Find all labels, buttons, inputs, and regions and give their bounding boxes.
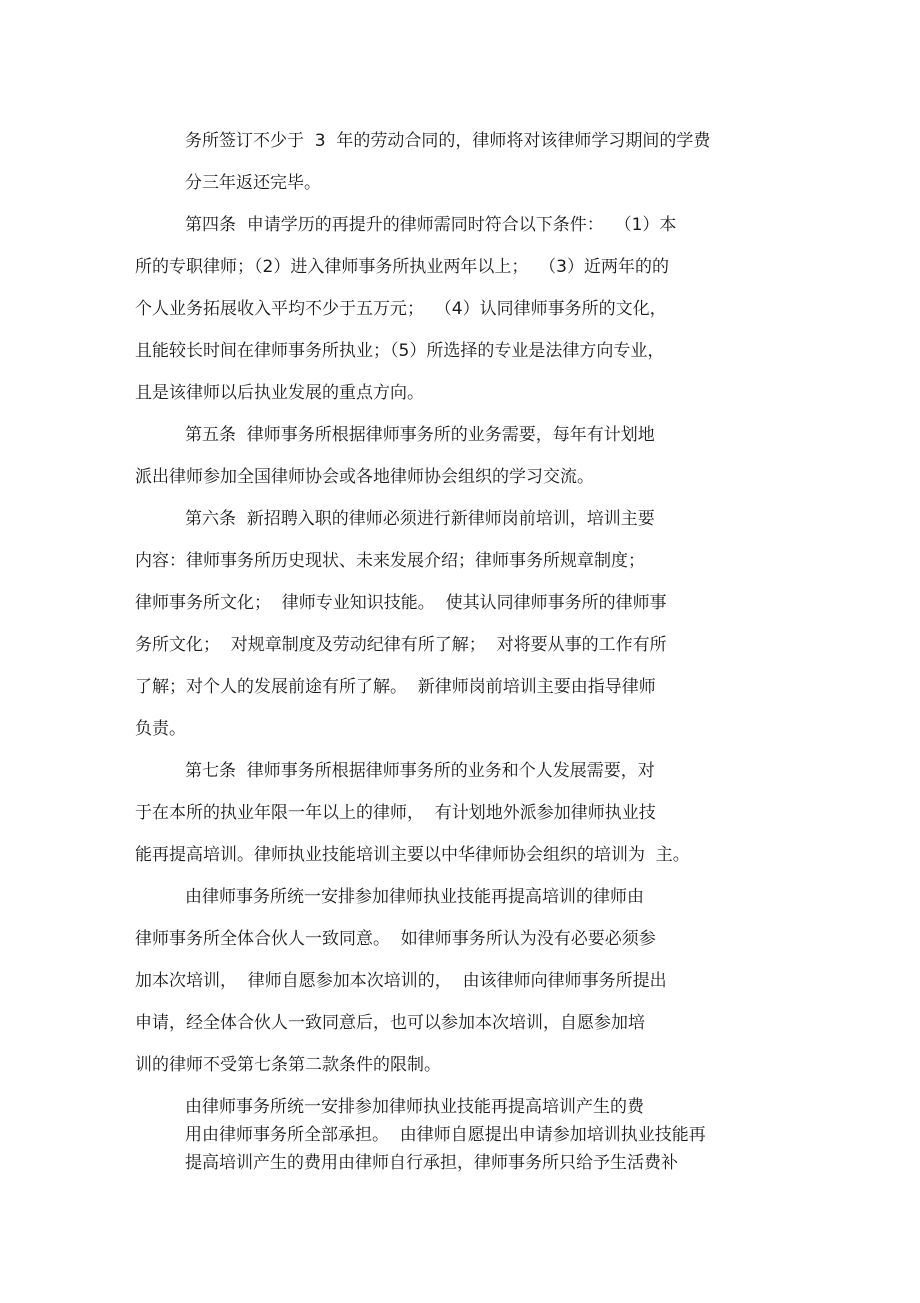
text-line: 个人业务拓展收入平均不少于五万元； （4）认同律师事务所的文化， bbox=[135, 299, 667, 319]
text-line: 派出律师参加全国律师协会或各地律师协会组织的学习交流。 bbox=[135, 467, 594, 487]
text-line: 第五条 律师事务所根据律师事务所的业务需要，每年有计划地 bbox=[185, 425, 655, 445]
text-line: 务所签订不少于 3 年的劳动合同的，律师将对该律师学习期间的学费 bbox=[185, 131, 711, 151]
text-line: 第六条 新招聘入职的律师必须进行新律师岗前培训，培训主要 bbox=[185, 509, 655, 529]
text-line: 分三年返还完毕。 bbox=[185, 173, 321, 193]
text-line: 提高培训产生的费用由律师自行承担，律师事务所只给予生活费补 bbox=[185, 1153, 678, 1173]
text-line: 且能较长时间在律师事务所执业；（5）所选择的专业是法律方向专业， bbox=[135, 341, 665, 361]
text-line: 于在本所的执业年限一年以上的律师， 有计划地外派参加律师执业技 bbox=[135, 803, 656, 823]
text-line: 所的专职律师；（2）进入律师事务所执业两年以上； （3）近两年的的 bbox=[135, 257, 669, 277]
text-line: 负责。 bbox=[135, 719, 186, 739]
text-line: 由律师事务所统一安排参加律师执业技能再提高培训的律师由 bbox=[185, 887, 644, 907]
text-line: 务所文化； 对规章制度及劳动纪律有所了解； 对将要从事的工作有所 bbox=[135, 635, 667, 655]
text-line: 用由律师事务所全部承担。 由律师自愿提出申请参加培训执业技能再 bbox=[185, 1125, 706, 1145]
text-line: 内容：律师事务所历史现状、未来发展介绍；律师事务所规章制度； bbox=[135, 551, 645, 571]
text-line: 了解；对个人的发展前途有所了解。 新律师岗前培训主要由指导律师 bbox=[135, 677, 656, 697]
text-line: 申请，经全体合伙人一致同意后，也可以参加本次培训，自愿参加培 bbox=[135, 1013, 645, 1033]
text-line: 由律师事务所统一安排参加律师执业技能再提高培训产生的费 bbox=[185, 1097, 644, 1117]
text-line: 律师事务所文化； 律师专业知识技能。 使其认同律师事务所的律师事 bbox=[135, 593, 667, 613]
text-line: 且是该律师以后执业发展的重点方向。 bbox=[135, 383, 424, 403]
text-line: 律师事务所全体合伙人一致同意。 如律师事务所认为没有必要必须参 bbox=[135, 929, 656, 949]
text-line: 第七条 律师事务所根据律师事务所的业务和个人发展需要，对 bbox=[185, 761, 655, 781]
text-line: 训的律师不受第七条第二款条件的限制。 bbox=[135, 1055, 441, 1075]
text-line: 加本次培训， 律师自愿参加本次培训的， 由该律师向律师事务所提出 bbox=[135, 971, 667, 991]
text-line: 能再提高培训。律师执业技能培训主要以中华律师协会组织的培训为 主。 bbox=[135, 845, 690, 865]
text-line: 第四条 申请学历的再提升的律师需同时符合以下条件： （1）本 bbox=[185, 215, 677, 235]
